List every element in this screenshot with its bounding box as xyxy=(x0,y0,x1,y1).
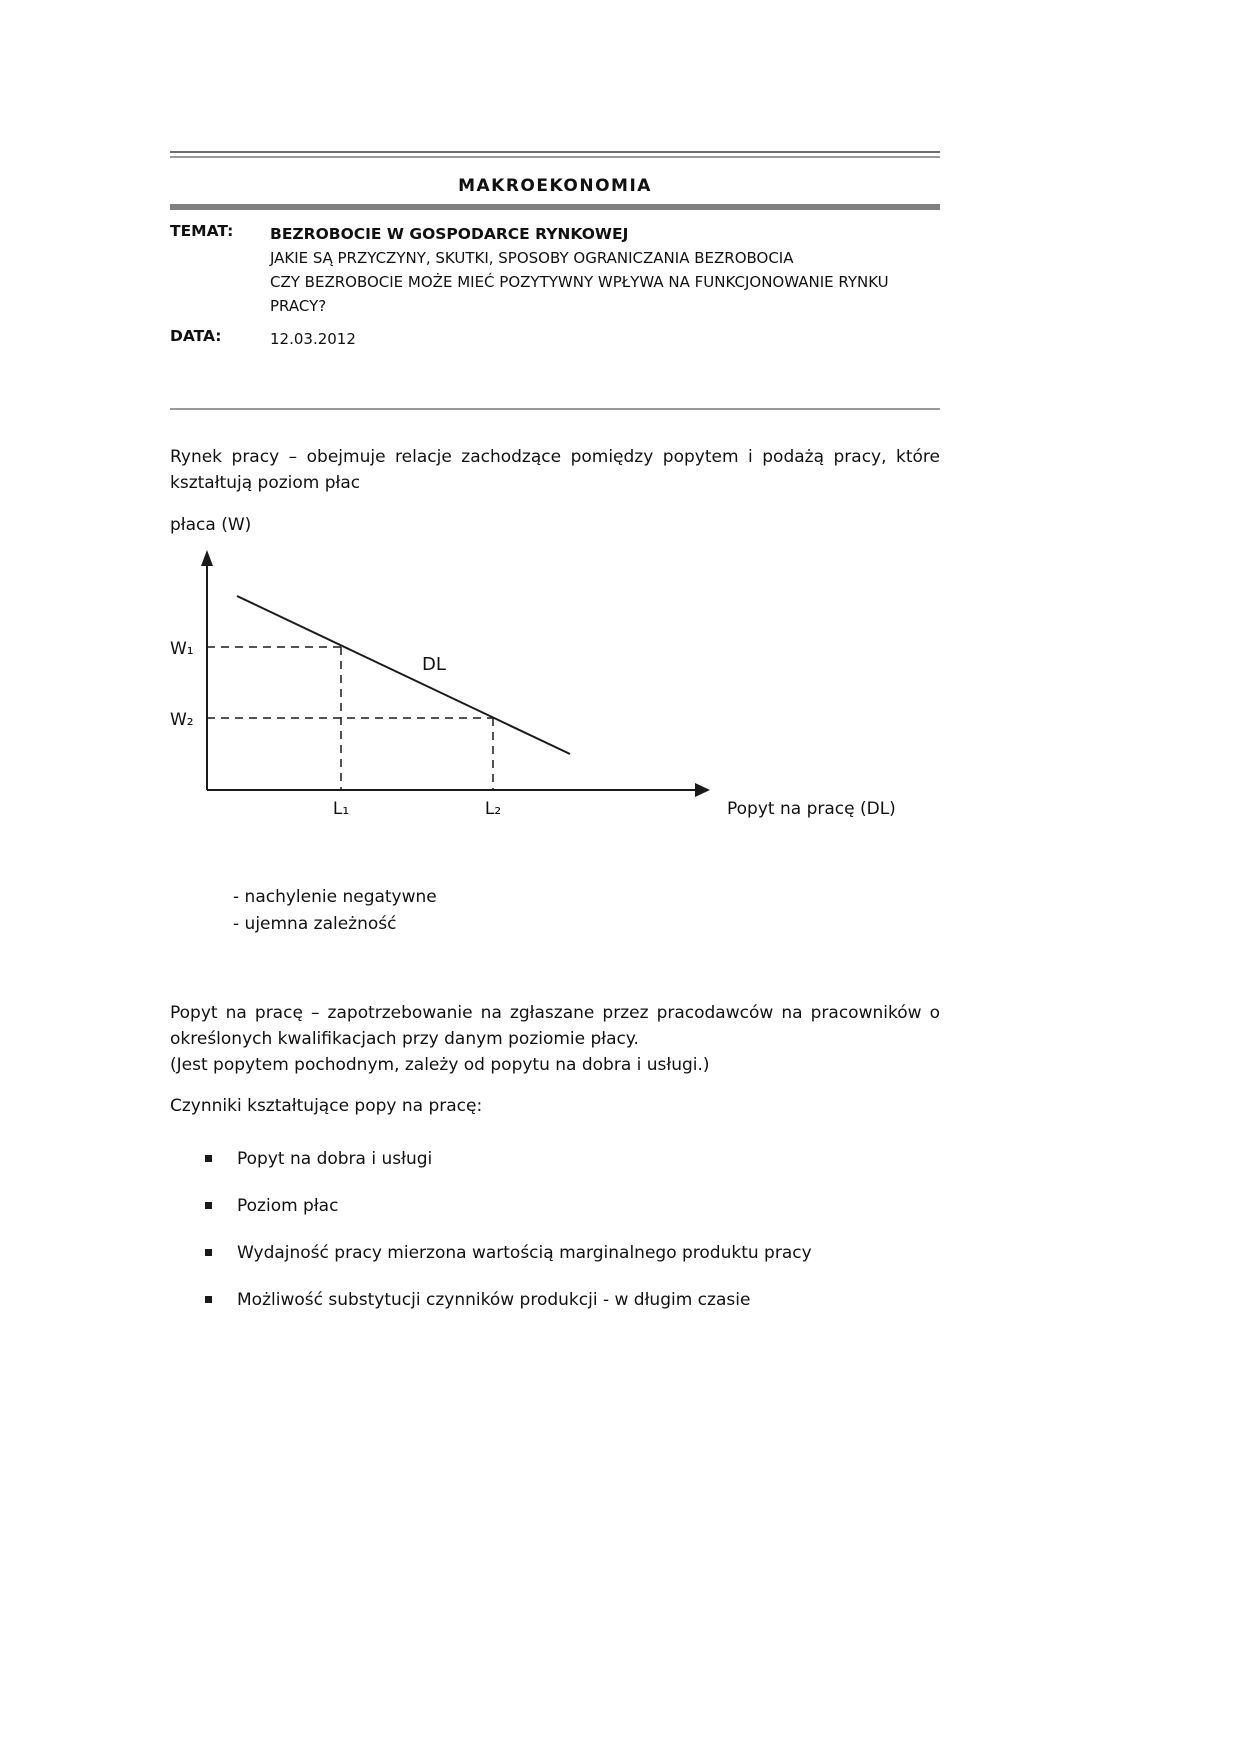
temat-subtitle-2: CZY BEZROBOCIE MOŻE MIEĆ POZYTYWNY WPŁYWA NA FUNKCJONOWANIE RYNKU PRACY? xyxy=(270,273,889,315)
data-block xyxy=(170,327,940,351)
popyt-note: (Jest popytem pochodnym, zależy od popytu na dobra i usługi.) xyxy=(170,1055,710,1075)
czynniki-heading: Czynniki kształtujące popy na pracę: xyxy=(170,1096,483,1116)
chart-y-axis-label: płaca (W) xyxy=(170,515,252,535)
data-label: DATA: xyxy=(170,327,222,345)
czynniki-list xyxy=(170,1147,940,1335)
data-value: 12.03.2012 xyxy=(270,330,356,348)
intro-paragraph: Rynek pracy – obejmuje relacje zachodzące pomiędzy popytem i podażą pracy, które kształtują poziom płac xyxy=(170,447,940,493)
y-tick-w1: W₁ xyxy=(170,639,194,659)
chart-x-axis-label: Popyt na pracę (DL) xyxy=(727,799,896,819)
y-axis-arrow-icon xyxy=(201,550,213,566)
temat-title: BEZROBOCIE W GOSPODARCE RYNKOWEJ xyxy=(270,225,629,243)
x-tick-l2: L₂ xyxy=(484,799,502,819)
labour-demand-chart-svg xyxy=(170,512,940,832)
list-item: Możliwość substytucji czynników produkcji - w długim czasie xyxy=(205,1288,940,1313)
temat-block xyxy=(170,222,940,318)
page-title: MAKROEKONOMIA xyxy=(458,176,652,196)
y-tick-w2: W₂ xyxy=(170,710,194,730)
section-divider xyxy=(170,408,940,410)
x-tick-l1: L₁ xyxy=(332,799,350,819)
list-item: Wydajność pracy mierzona wartością marginalnego produktu pracy xyxy=(205,1241,940,1266)
labour-demand-chart xyxy=(170,512,940,832)
temat-subtitle-1: JAKIE SĄ PRZYCZYNY, SKUTKI, SPOSOBY OGRANICZANIA BEZROBOCIA xyxy=(270,249,794,267)
list-item: Poziom płac xyxy=(205,1194,940,1219)
popyt-definition-block xyxy=(170,1000,940,1078)
header-bottom-rule xyxy=(170,204,940,210)
demand-curve xyxy=(237,596,570,754)
chart-note-1: - nachylenie negatywne xyxy=(233,887,437,907)
list-item: Popyt na dobra i usługi xyxy=(205,1147,940,1172)
x-axis-arrow-icon xyxy=(695,783,710,797)
popyt-definition: Popyt na pracę – zapotrzebowanie na zgłaszane przez pracodawców na pracowników o określonych kwalifikacjach przy danym poziomie płacy. xyxy=(170,1003,940,1049)
demand-curve-label: DL xyxy=(422,654,446,675)
header-top-rule xyxy=(170,151,940,158)
chart-notes xyxy=(233,884,437,938)
chart-note-2: - ujemna zależność xyxy=(233,914,397,934)
temat-label: TEMAT: xyxy=(170,222,234,240)
